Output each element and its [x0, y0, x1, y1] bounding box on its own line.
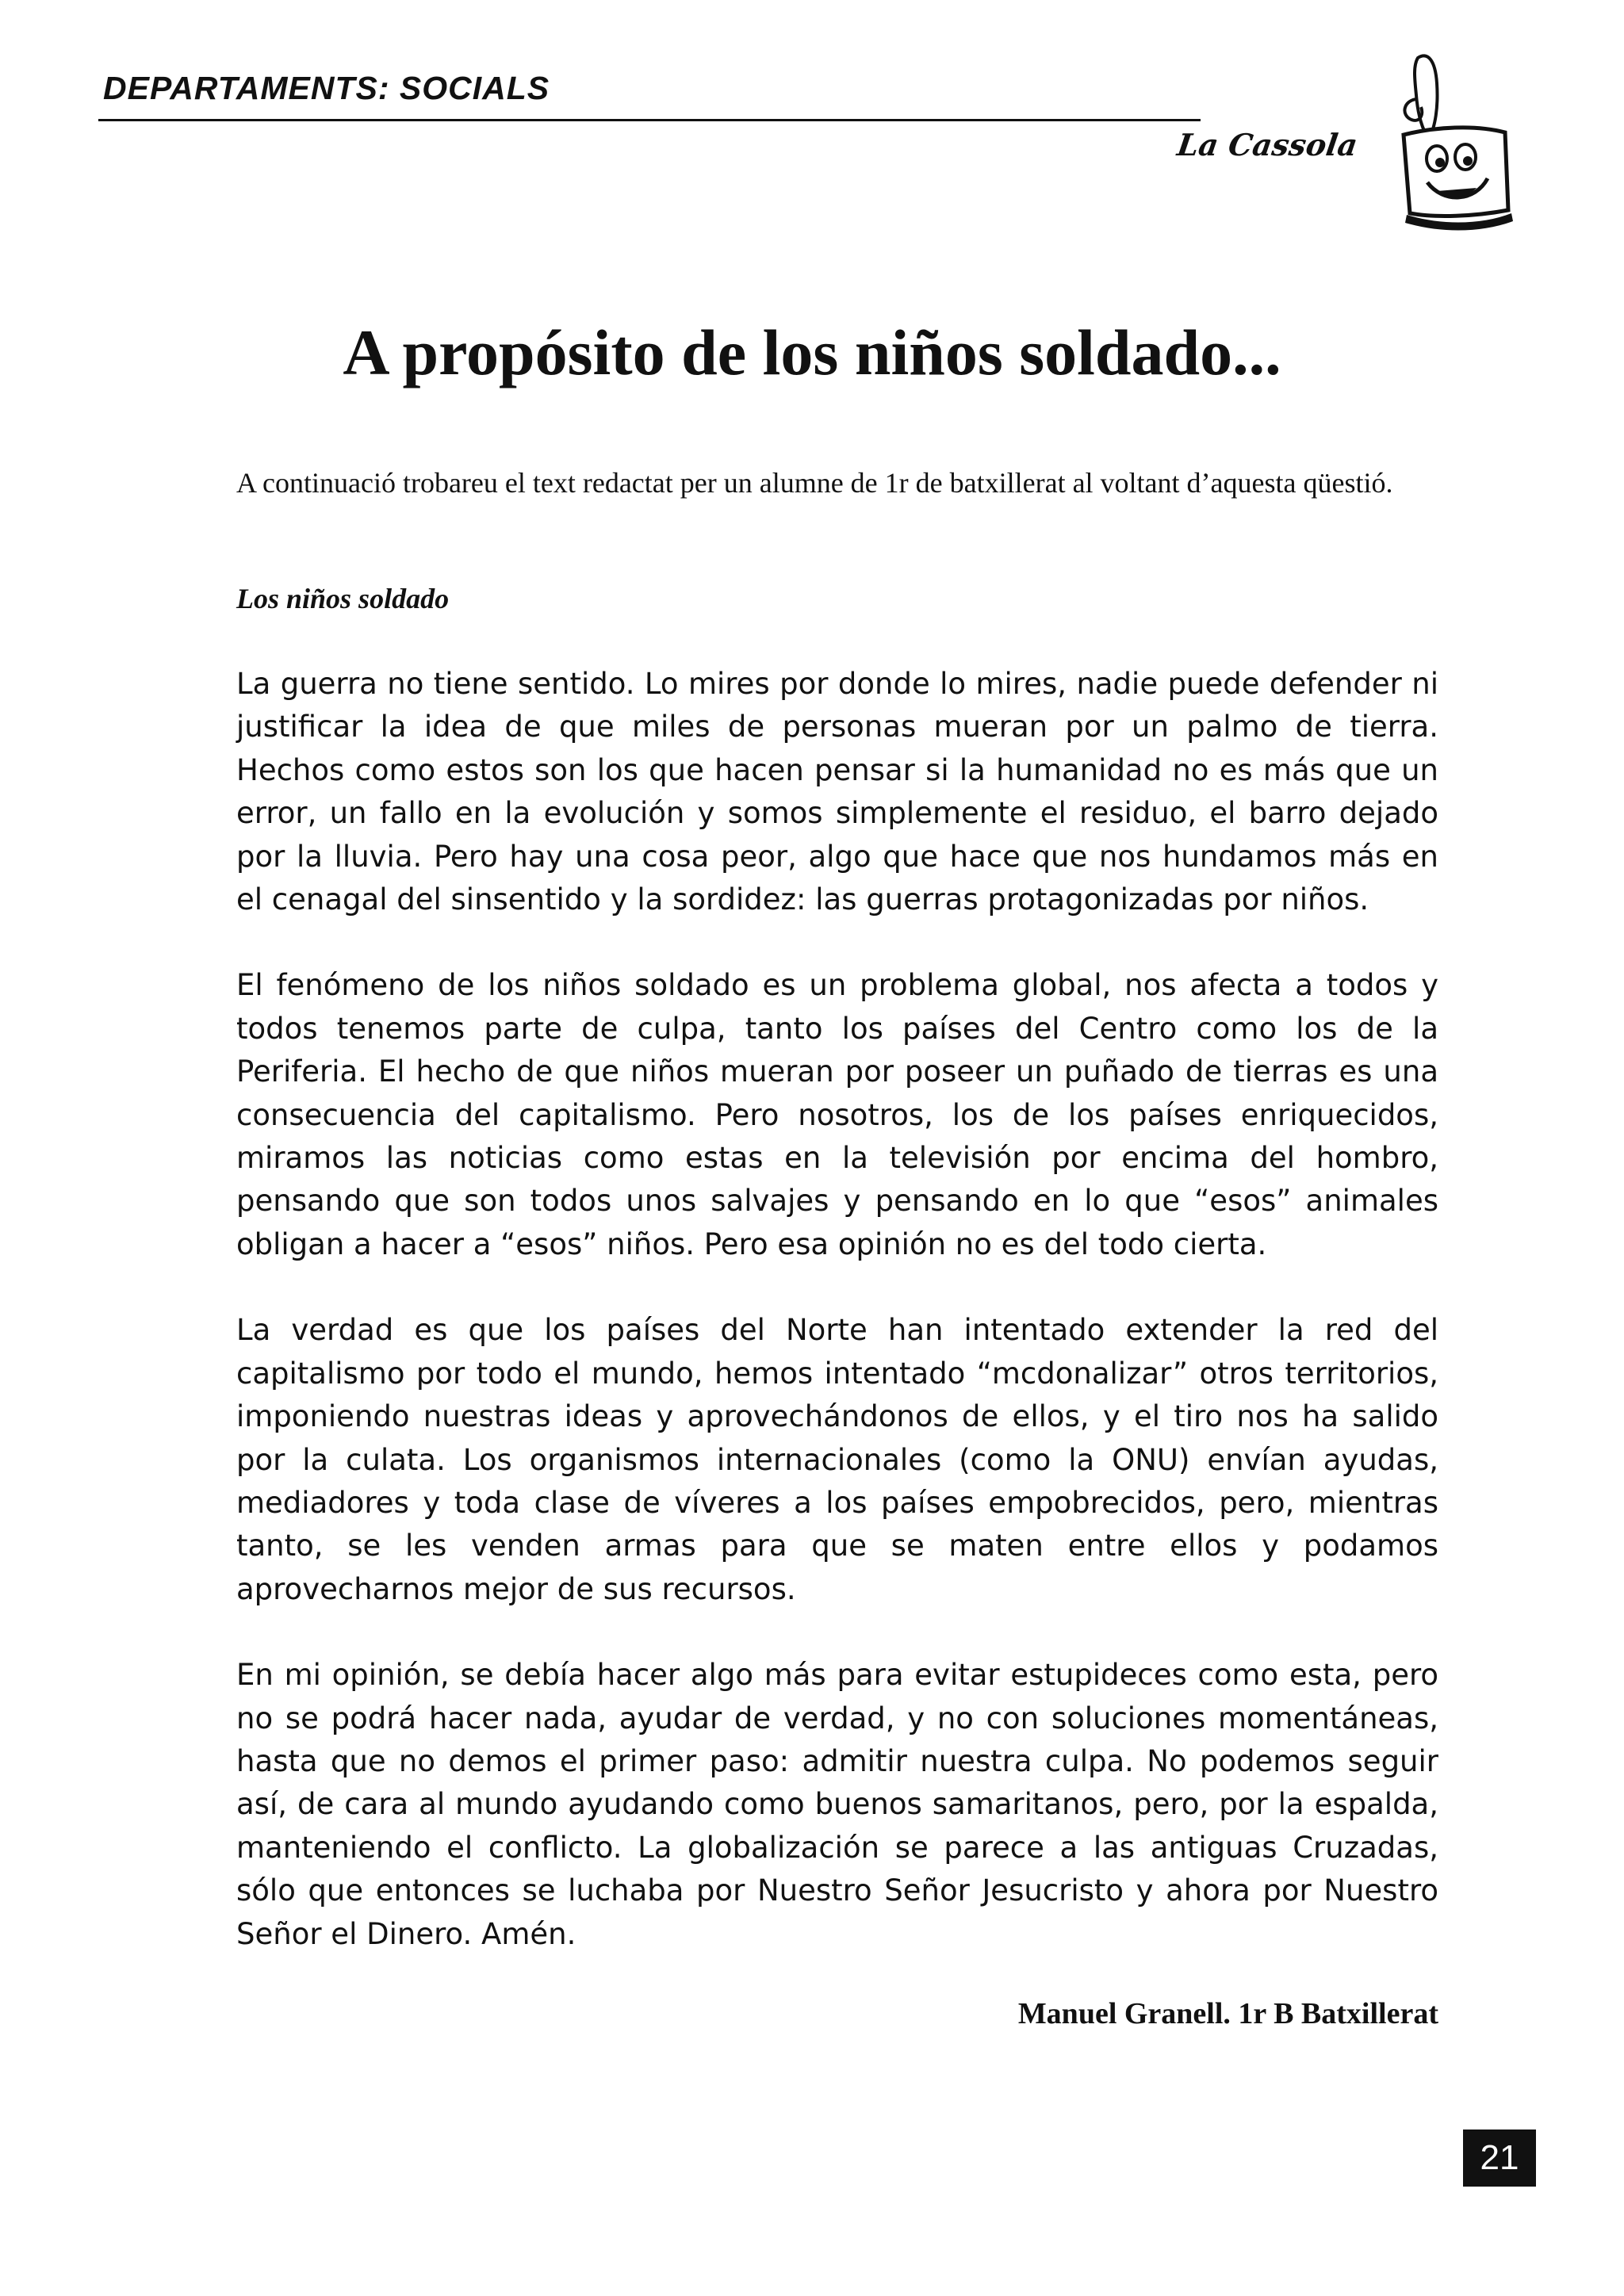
- masthead-title: La Cassola: [1174, 127, 1360, 163]
- department-heading: DEPARTAMENTS: SOCIALS: [103, 70, 550, 106]
- body-paragraph: La guerra no tiene sentido. Lo mires por donde lo mires, nadie puede defender ni justificar la idea de que miles de personas mueran por un palmo de tierra. Hechos como estos son los que hacen pensar si la humanidad no es más que un error, un fallo en la evolución y somos simplemente el residuo, el barro dejado por la lluvia. Pero hay una cosa peor, algo que hace que nos hundamos más en el cenagal del sinsentido y la sordidez: las guerras protagonizadas por niños.: [236, 667, 1438, 917]
- page-number: 21: [1463, 2130, 1536, 2187]
- body-paragraph: La verdad es que los países del Norte han intentado extender la red del capitalismo por todo el mundo, hemos intentado “mcdonalizar” otros territorios, imponiendo nuestras ideas y aprovechándonos de ellos, y el tiro nos ha salido por la culata. Los organismos internacionales (como la ONU) envían ayudas, mediadores y toda clase de víveres a los países empobrecidos, pero, mientras tanto, se les venden armas para que se maten entre ellos y podamos aprovecharnos mejor de sus recursos.: [236, 1313, 1438, 1606]
- article-body: [236, 663, 1438, 1999]
- la-cassola-mascot-icon: [1372, 52, 1515, 242]
- author-signature: Manuel Granell. 1r B Batxillerat: [1017, 1997, 1438, 2030]
- article-subheading: Los niños soldado: [236, 583, 450, 614]
- header-divider: [98, 119, 1201, 121]
- body-paragraph: El fenómeno de los niños soldado es un problema global, nos afecta a todos y todos tenemos parte de culpa, tanto los países del Centro como los de la Periferia. El hecho de que niños mueran por poseer un puñado de tierras es una consecuencia del capitalismo. Pero nosotros, los de los países enriquecidos, miramos las noticias como estas en la televisión por encima del hombro, pensando que son todos unos salvajes y pensando en lo que “esos” animales obligan a hacer a “esos” niños. Pero esa opinión no es del todo cierta.: [236, 968, 1438, 1261]
- body-paragraph: En mi opinión, se debía hacer algo más para evitar estupideces como esta, pero no se podrá hacer nada, ayudar de verdad, y no con soluciones momentáneas, hasta que no demos el primer paso: admitir nuestra culpa. No podemos seguir así, de cara al mundo ayudando como buenos samaritanos, pero, por la espalda, manteniendo el conflicto. La globalización se parece a las antiguas Cruzadas, sólo que entonces se luchaba por Nuestro Señor Jesucristo y ahora por Nuestro Señor el Dinero. Amén.: [236, 1658, 1438, 1951]
- article-title: A propósito de los niños soldado...: [343, 316, 1281, 388]
- article-intro: A continuació trobareu el text redactat per un alumne de 1r de batxillerat al voltant d’aquesta qüestió.: [236, 467, 1393, 499]
